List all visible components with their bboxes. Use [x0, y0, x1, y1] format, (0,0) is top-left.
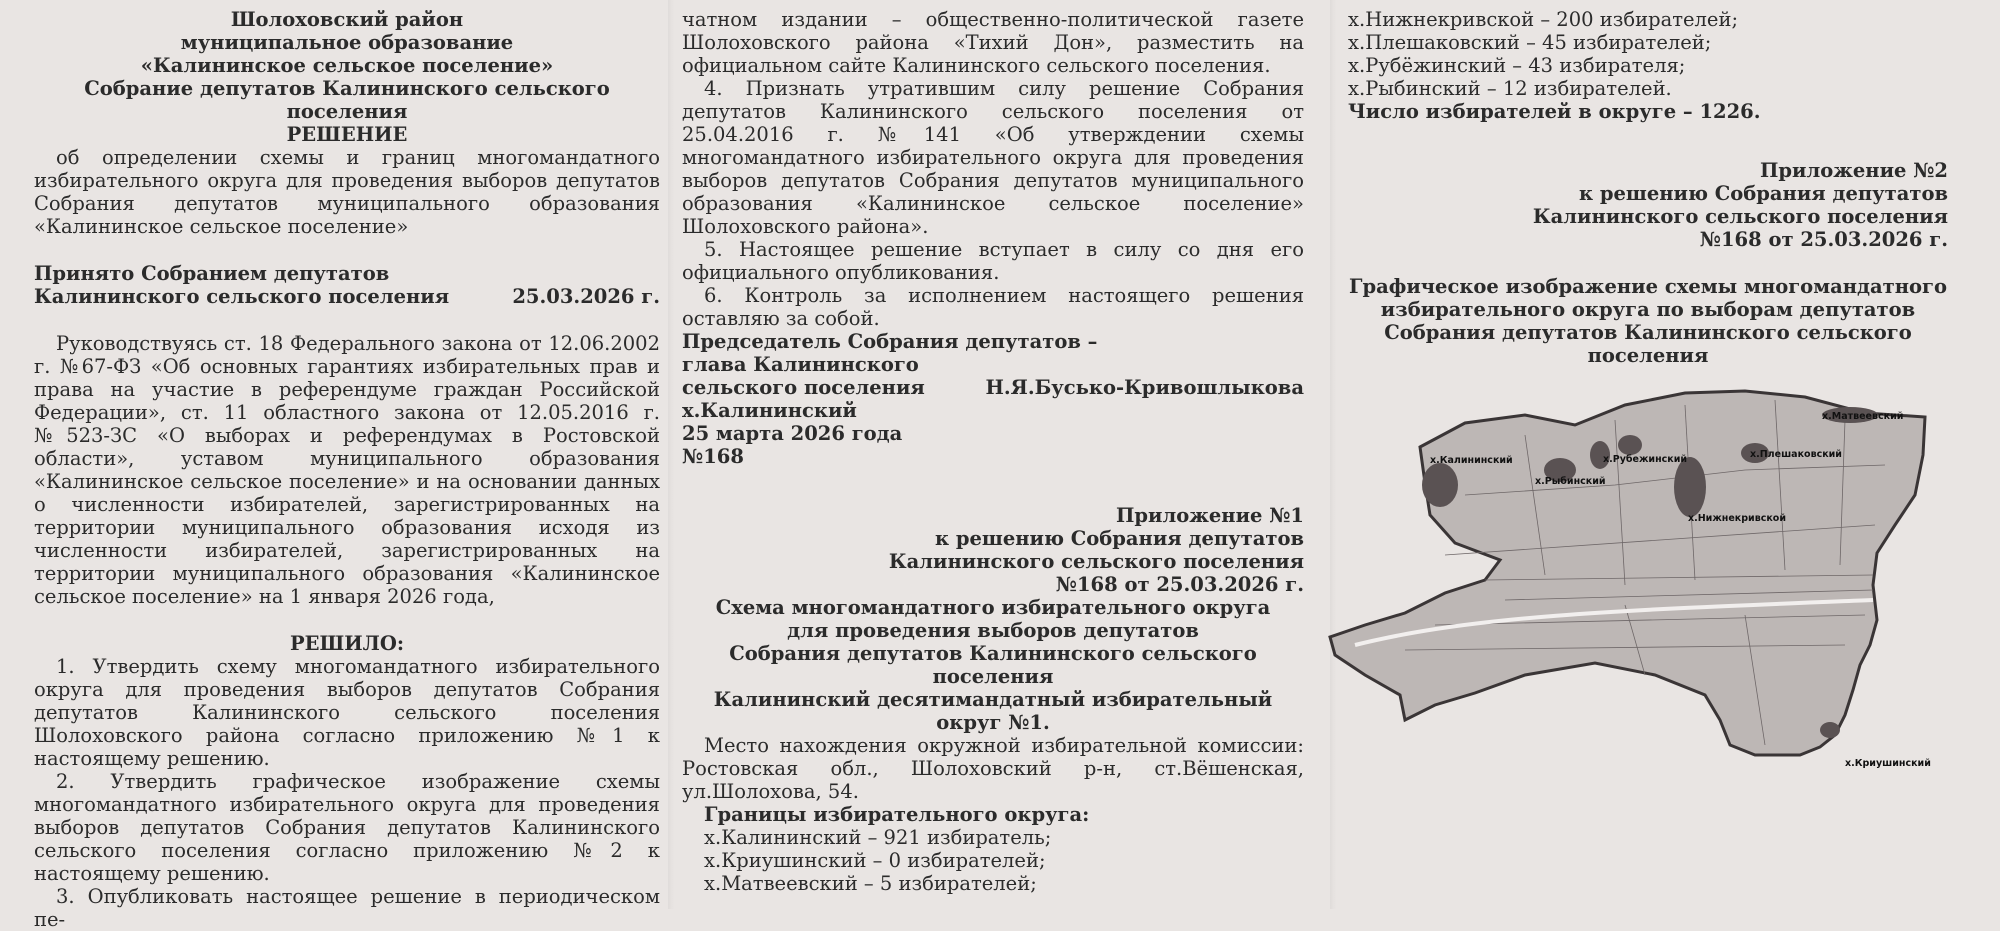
map-label: х.Криушинский [1845, 758, 1931, 769]
column-fold [1330, 0, 1336, 909]
district-map [1325, 375, 1945, 815]
column-left [34, 8, 660, 931]
decision-item-1: 1. Утвердить схему многомандатного избирательного округа для проведения выборов депутатов Собрания депутатов Калининского сельского поселения Шолоховского района согласно приложению №1 к настоящему решению. [34, 655, 660, 770]
settlement-list-item: х.Матвеевский – 5 избирателей; [704, 872, 1037, 895]
decided-heading: РЕШИЛО: [289, 632, 405, 655]
settlement-heading: «Калининское сельское поселение» [140, 54, 554, 77]
map-label: х.Нижнекривской [1688, 513, 1786, 524]
settlement-list-item: х.Рубёжинский – 43 избирателя; [1348, 54, 1686, 77]
settlement-list-item: х.Рыбинский – 12 избирателей. [1348, 77, 1672, 100]
appendix2-line-2: к решению Собрания депутатов [1578, 182, 1948, 205]
graph-heading-2: избирательного округа по выборам депутатов [1380, 298, 1916, 321]
settlement-list-item: х.Нижнекривской – 200 избирателей; [1348, 8, 1739, 31]
map-label: х.Калининский [1430, 455, 1513, 466]
map-label: х.Рыбинский [1535, 476, 1606, 487]
signature-date: 25 марта 2026 года [682, 422, 903, 445]
signature-row [682, 376, 1304, 399]
appendix1-line-4: №168 от 25.03.2026 г. [1055, 573, 1304, 596]
appendix1-title: Приложение №1 [1115, 504, 1304, 527]
adopted-line-1: Принято Собранием депутатов [34, 262, 390, 285]
scheme-heading-1: Схема многомандатного избирательного округа [715, 596, 1271, 619]
decision-item-4: 4. Признать утратившим силу решение Собрания депутатов Калининского сельского поселения от 25.04.2016 г. №141 «Об утверждении схемы многомандатного избирательного округа для проведения выборов депутатов Собрания депутатов муниципального образования «Калининское сельское поселение» Шолоховского района». [682, 77, 1304, 238]
decision-item-3-start: 3. Опубликовать настоящее решение в периодическом пе- [34, 885, 660, 931]
adopted-line-2 [34, 285, 660, 308]
appendix2-line-4: №168 от 25.03.2026 г. [1699, 228, 1948, 251]
decision-item-5: 5. Настоящее решение вступает в силу со дня его официального опубликования. [682, 238, 1304, 284]
column-fold [668, 0, 674, 909]
commission-location: Место нахождения окружной избирательной комиссии: Ростовская обл., Шолоховский р-н, ст.Вёшенская, ул.Шолохова, 54. [682, 734, 1304, 803]
municipality-heading: муниципальное образование [180, 31, 514, 54]
settlement-list-item: х.Калининский – 921 избиратель; [704, 826, 1052, 849]
signature-title-2: глава Калининского [682, 353, 919, 376]
column-right [1348, 8, 1948, 367]
appendix2-title: Приложение №2 [1759, 159, 1948, 182]
adopted-date: 25.03.2026 г. [512, 285, 660, 308]
signature-name: Н.Я.Бусько-Кривошлыкова [985, 376, 1304, 399]
settlement-list-item: х.Криушинский – 0 избирателей; [704, 849, 1046, 872]
district-map-svg [1325, 375, 1945, 815]
column-middle [682, 8, 1304, 895]
map-label: х.Плешаковский [1750, 449, 1842, 460]
appendix1-line-3: Калининского сельского поселения [888, 550, 1304, 573]
map-label: х.Рубежинский [1603, 454, 1688, 465]
signature-title-1: Председатель Собрания депутатов – [682, 330, 1098, 353]
decision-subject: об определении схемы и границ многомандатного избирательного округа для проведения выборов депутатов Собрания депутатов муниципального образования «Калининское сельское поселение» [34, 146, 660, 238]
borders-heading: Границы избирательного округа: [704, 803, 1090, 826]
decision-title: РЕШЕНИЕ [286, 123, 408, 146]
decision-item-6: 6. Контроль за исполнением настоящего решения оставляю за собой. [682, 284, 1304, 330]
adopted-body: Калининского сельского поселения [34, 285, 450, 308]
district-heading: Шолоховский район [230, 8, 464, 31]
graph-heading-1: Графическое изображение схемы многомандатного [1349, 275, 1947, 298]
assembly-heading: Собрание депутатов Калининского сельского поселения [84, 77, 610, 123]
map-label: х.Матвеевский [1822, 411, 1904, 422]
district-name: Калининский десятимандатный избирательный округ №1. [713, 688, 1273, 734]
signature-title-3: сельского поселения [682, 376, 925, 399]
signature-place: х.Калининский [682, 399, 857, 422]
appendix2-line-3: Калининского сельского поселения [1532, 205, 1948, 228]
decision-item-3-cont: чатном издании – общественно-политической газете Шолоховского района «Тихий Дон», разместить на официальном сайте Калининского сельского поселения. [682, 8, 1304, 77]
scheme-heading-2: для проведения выборов депутатов [787, 619, 1199, 642]
settlement-list-item: х.Плешаковский – 45 избирателей; [1348, 31, 1712, 54]
decision-item-2: 2. Утвердить графическое изображение схемы многомандатного избирательного округа для проведения выборов депутатов Собрания депутатов Калининского сельского поселения согласно приложению №2 к настоящему решению. [34, 770, 660, 885]
appendix1-line-2: к решению Собрания депутатов [934, 527, 1304, 550]
scheme-heading-3: Собрания депутатов Калининского сельского поселения [729, 642, 1257, 688]
preamble-text: Руководствуясь ст. 18 Федерального закона от 12.06.2002 г. №67-ФЗ «Об основных гарантиях избирательных прав и права на участие в референдуме граждан Российской Федерации», ст. 11 областного закона от 12.05.2016 г. №523-ЗС «О выборах и референдумах в Ростовской области», уставом муниципального образования «Калининское сельское поселение» и на основании данных о численности избирателей, зарегистрированных на территории муниципального образования исходя из численности избирателей, зарегистрированных на территории муниципального образования «Калининское сельское поселение» на 1 января 2026 года, [34, 332, 660, 608]
graph-heading-3: Собрания депутатов Калининского сельского поселения [1384, 321, 1912, 367]
signature-number: №168 [682, 445, 744, 468]
voters-total: Число избирателей в округе – 1226. [1348, 100, 1761, 123]
